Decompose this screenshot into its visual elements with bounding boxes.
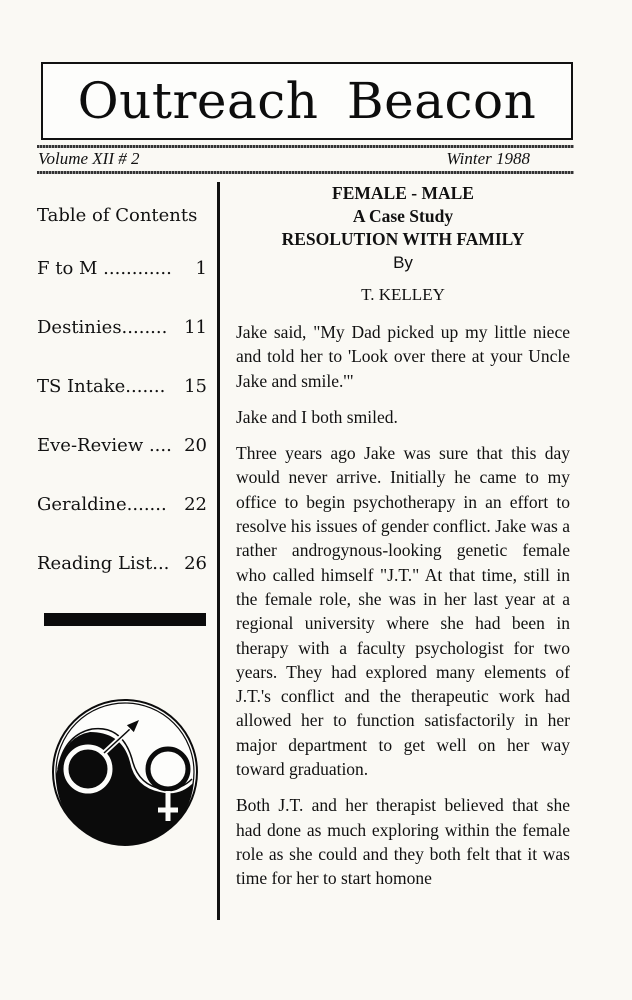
article-title-line-1: FEMALE - MALE <box>332 183 474 203</box>
newsletter-title: Outreach Beacon <box>77 72 537 130</box>
toc-item <box>37 376 207 435</box>
rule-bottom <box>37 171 574 174</box>
issue-date: Winter 1988 <box>446 149 530 168</box>
toc-item-page: 20 <box>184 435 207 456</box>
article-title-line-2: A Case Study <box>352 206 454 226</box>
toc-item-page: 26 <box>184 553 207 574</box>
toc-item <box>37 494 207 553</box>
issue-volume: Volume XII # 2 <box>38 149 140 168</box>
article-author: T. KELLEY <box>361 285 445 304</box>
toc-item <box>37 258 207 317</box>
article <box>236 182 570 891</box>
toc-item-label: F to M ............ <box>37 258 172 279</box>
article-paragraph: Jake and I both smiled. <box>236 406 398 427</box>
toc-item <box>37 553 207 612</box>
issue-info <box>38 149 530 169</box>
table-of-contents <box>37 205 207 612</box>
toc-item-page: 1 <box>195 258 207 279</box>
yin-yang-gender-symbols-icon <box>50 697 200 847</box>
article-paragraph: Jake said, "My Dad picked up my little niece and told her to 'Look over there at your Uncle Jake and smile.'" <box>236 322 570 391</box>
toc-item <box>37 317 207 376</box>
toc-item-label: Reading List... <box>37 553 170 574</box>
column-divider <box>217 182 220 920</box>
rule-top <box>37 145 574 148</box>
toc-separator-bar <box>44 613 206 626</box>
toc-item-page: 22 <box>184 494 207 515</box>
toc-item-label: Destinies........ <box>37 317 168 338</box>
toc-heading: Table of Contents <box>37 205 198 226</box>
toc-item-label: Eve-Review .... <box>37 435 172 456</box>
toc-item <box>37 435 207 494</box>
masthead <box>41 62 573 140</box>
toc-item-label: Geraldine....... <box>37 494 167 515</box>
toc-item-label: TS Intake....... <box>37 376 166 397</box>
article-paragraph: Both J.T. and her therapist believed that she had done as much exploring within the female role as she could and they both felt that it was time for her to start homone <box>236 795 570 889</box>
article-byline: By <box>393 253 413 272</box>
article-title-line-3: RESOLUTION WITH FAMILY <box>281 229 525 249</box>
toc-item-page: 11 <box>184 317 207 338</box>
article-paragraph: Three years ago Jake was sure that this day would never arrive. Initially he came to my office to begin psychotherapy in an effort to resolve his issues of gender conflict. Jake was a rather androgynous-looking genetic female who called himself "J.T." At that time, still in the female role, she was in her last year at a regional university where she had been in therapy with a faculty psychologist for two years. They had explored many elements of J.T.'s conflict and the therapeutic work had allowed her to function satisfactorily in her major department to get well on her way toward graduation. <box>236 443 570 780</box>
toc-item-page: 15 <box>184 376 207 397</box>
